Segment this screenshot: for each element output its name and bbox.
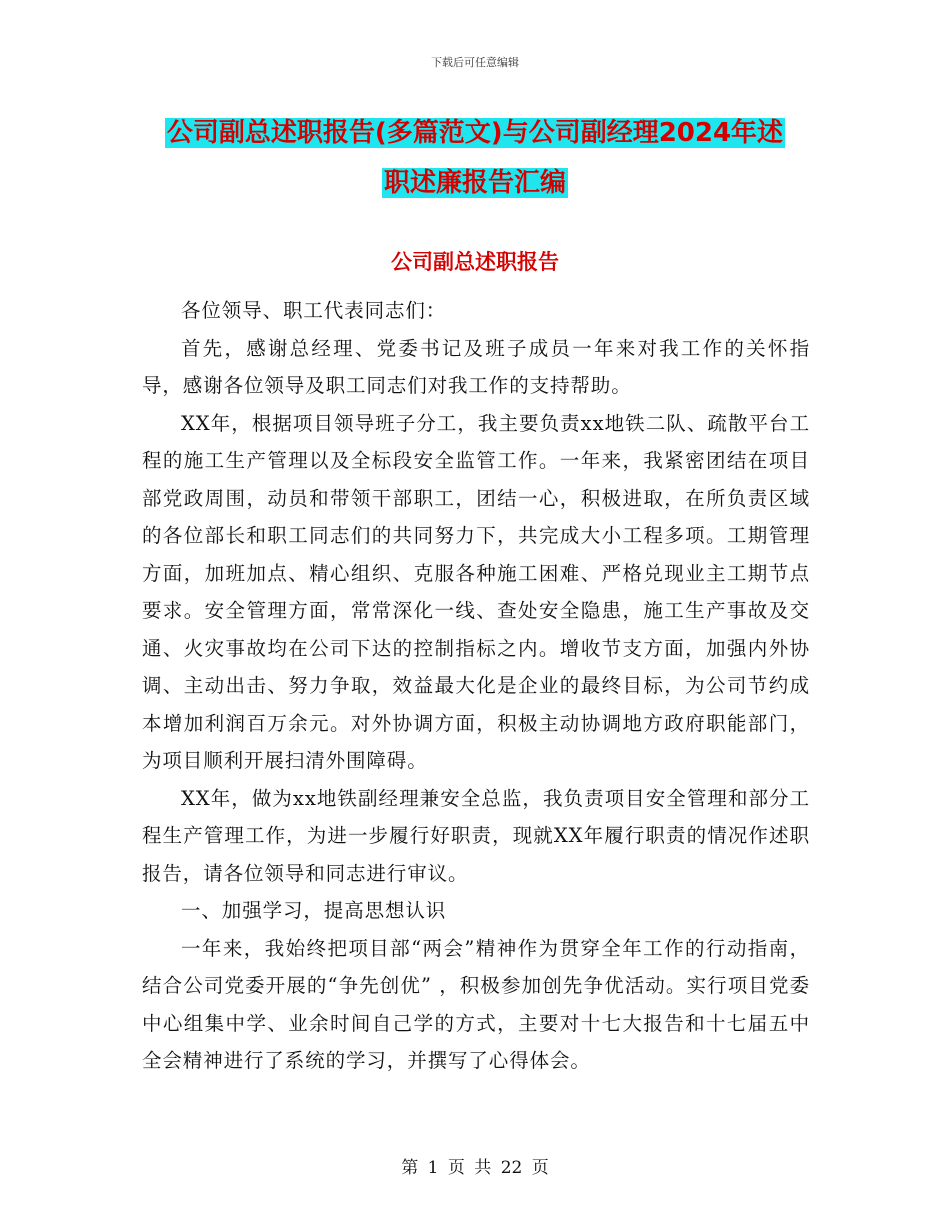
paragraph: 一年来，我始终把项目部“两会”精神作为贯穿全年工作的行动指南，结合公司党委开展的“争先创优” ，积极参加创先争优活动。实行项目党委中心组集中学、业余时间自己学的方式，主要对十七大报告和十七届五中全会精神进行了系统的学习，并撰写了心得体会。	[142, 936, 810, 1072]
title-line-2: 职述廉报告汇编	[383, 168, 566, 198]
section-title: 公司副总述职报告	[391, 250, 559, 274]
page-footer: 第 1 页 共 22 页	[401, 1158, 549, 1178]
paragraph: 首先，感谢总经理、党委书记及班子成员一年来对我工作的关怀指导，感谢各位领导及职工同志们对我工作的支持帮助。	[142, 336, 810, 397]
document-title	[0, 108, 950, 208]
paragraph-heading: 一、加强学习，提高思想认识	[181, 899, 447, 922]
document-body	[142, 292, 810, 1080]
header-note: 下载后可任意编辑	[431, 56, 519, 69]
paragraph: XX年，根据项目领导班子分工，我主要负责xx地铁二队、疏散平台工程的施工生产管理以及全标段安全监管工作。一年来，我紧密团结在项目部党政周围，动员和带领干部职工，团结一心，积极进取，在所负责区域的各位部长和职工同志们的共同努力下，共完成大小工程多项。工期管理方面，加班加点、精心组织、克服各种施工困难、严格兑现业主工期节点要求。安全管理方面，常常深化一线、查处安全隐患，施工生产事故及交通、火灾事故均在公司下达的控制指标之内。增收节支方面，加强内外协调、主动出击、努力争取，效益最大化是企业的最终目标，为公司节约成本增加利润百万余元。对外协调方面，积极主动协调地方政府职能部门，为项目顺利开展扫清外围障碍。	[142, 411, 810, 772]
paragraph-salutation: 各位领导、职工代表同志们：	[181, 299, 447, 322]
title-line-1: 公司副总述职报告(多篇范文)与公司副经理2024年述	[166, 118, 784, 148]
paragraph: XX年，做为xx地铁副经理兼安全总监，我负责项目安全管理和部分工程生产管理工作，为进一步履行好职责，现就XX年履行职责的情况作述职报告，请各位领导和同志进行审议。	[142, 786, 810, 885]
